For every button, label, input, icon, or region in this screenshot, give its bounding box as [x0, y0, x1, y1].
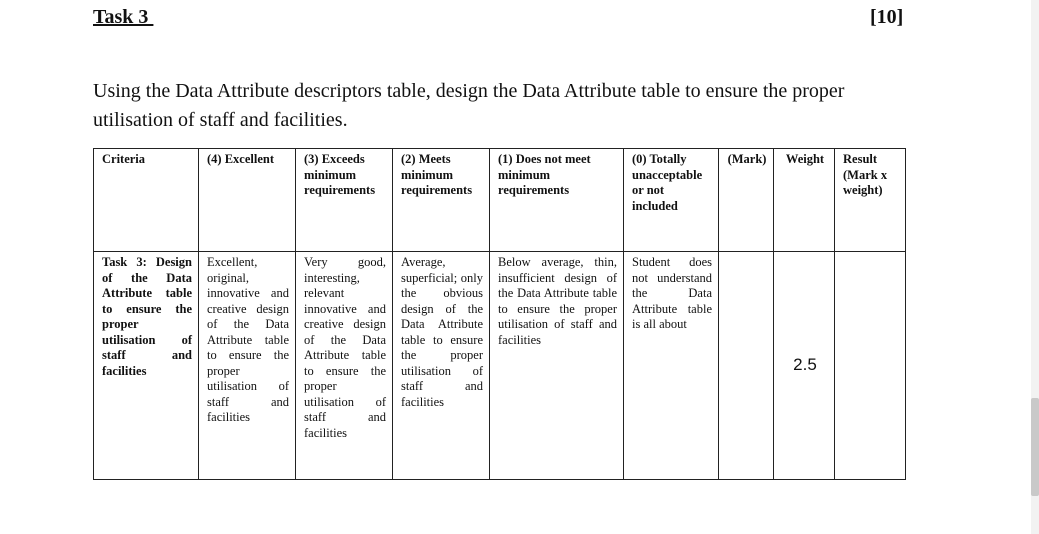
header-does-not-meet: (1) Does not meet minimum requirements	[490, 149, 624, 252]
scrollbar-track[interactable]	[1031, 0, 1039, 534]
header-exceeds: (3) Exceeds minimum requirements	[296, 149, 393, 252]
cell-does-not-meet: Below average, thin, insufficient design of the Data Attribute table to ensure the proper utilisation of staff and facilities	[490, 252, 624, 480]
header-excellent: (4) Excellent	[199, 149, 296, 252]
header-unacceptable: (0) Totally unacceptable or not included	[624, 149, 719, 252]
cell-weight: 2.5	[774, 252, 835, 480]
task-instructions: Using the Data Attribute descriptors table, design the Data Attribute table to ensure the proper utilisation of staff and facilities.	[93, 80, 845, 131]
header-result: Result (Mark x weight)	[835, 149, 906, 252]
cell-excellent: Excellent, original, innovative and creative design of the Data Attribute table to ensure the proper utilisation of staff and facilities	[199, 252, 296, 480]
rubric-task-row	[94, 252, 906, 480]
task-marks: [10]	[870, 6, 904, 28]
cell-result[interactable]	[835, 252, 906, 480]
header-criteria: Criteria	[94, 149, 199, 252]
header-meets: (2) Meets minimum requirements	[393, 149, 490, 252]
cell-mark[interactable]	[719, 252, 774, 480]
cell-unacceptable: Student does not understand the Data Attribute table is all about	[624, 252, 719, 480]
cell-exceeds: Very good, interesting, relevant innovative and creative design of the Data Attribute table to ensure the proper utilisation of staff and facilities	[296, 252, 393, 480]
rubric-header-row	[94, 149, 906, 252]
task-title: Task 3	[93, 6, 154, 28]
header-weight: Weight	[774, 149, 835, 252]
cell-criteria: Task 3: Design of the Data Attribute table to ensure the proper utilisation of staff and facilities	[94, 252, 199, 480]
header-mark: (Mark)	[719, 149, 774, 252]
scrollbar-thumb[interactable]	[1031, 398, 1039, 496]
cell-meets: Average, superficial; only the obvious design of the Data Attribute table to ensure the proper utilisation of staff and facilities	[393, 252, 490, 480]
rubric-table	[93, 148, 906, 480]
